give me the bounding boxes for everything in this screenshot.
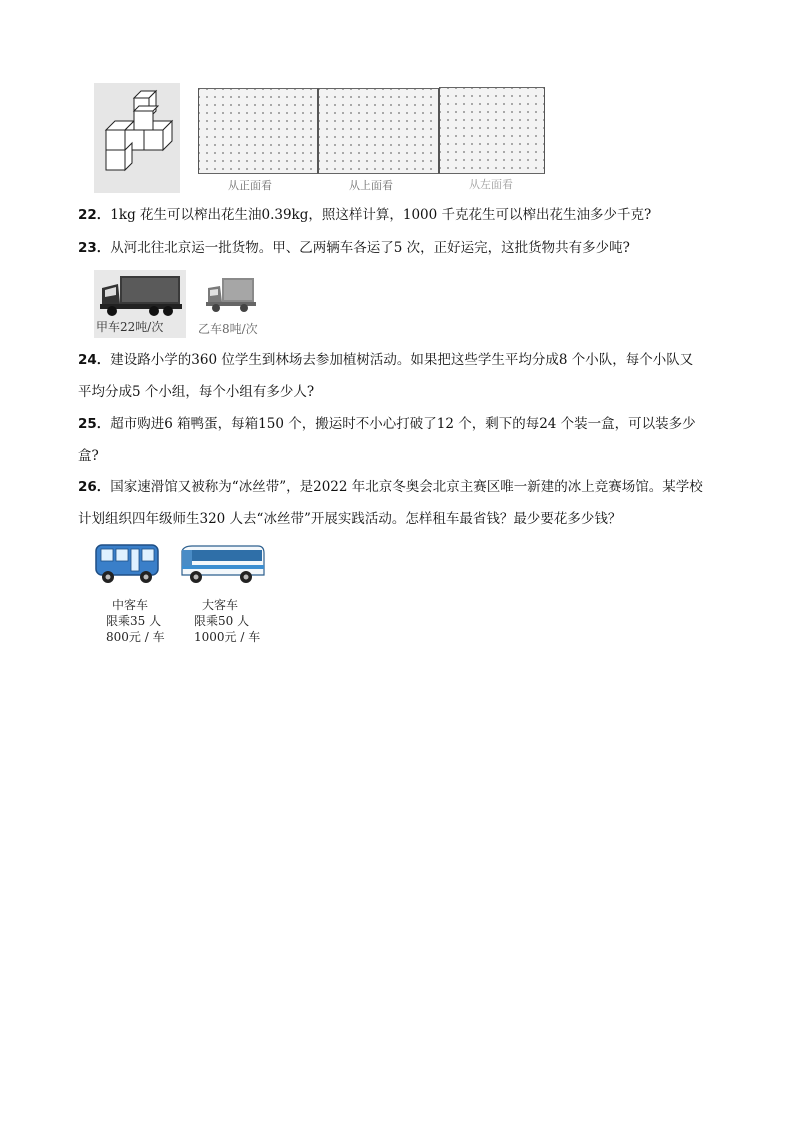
large-bus-info [194, 597, 260, 645]
caption-left-view: 从左面看 [469, 178, 513, 191]
truck-b [196, 274, 266, 338]
grid-top [318, 88, 439, 174]
truck-a [94, 270, 186, 338]
question-25-continued [78, 446, 99, 466]
large-bus-name: 大客车 [202, 598, 239, 612]
question-24-continued [78, 382, 314, 402]
medium-bus-limit: 限乘35 人 [106, 614, 162, 628]
question-text-line-1: 超市购进6 箱鸭蛋，每箱150 个，搬运时不小心打破了12 个，剩下的每24 个装一盒，可以装多少 [110, 416, 696, 432]
grid-front [198, 88, 318, 174]
question-text-line-2: 盒? [78, 448, 99, 464]
question-number: 22． [78, 207, 111, 223]
medium-bus-info [106, 597, 165, 645]
caption-front-view: 从正面看 [228, 179, 272, 192]
question-number: 23． [78, 240, 111, 256]
cube-structure-icon [94, 83, 180, 193]
question-25 [78, 414, 696, 434]
question-text-line-2: 计划组织四年级师生320 人去“冰丝带”开展实践活动。怎样租车最省钱？最少要花多少钱？ [78, 511, 622, 527]
caption-top-view: 从上面看 [349, 179, 393, 192]
large-bus-limit: 限乘50 人 [194, 614, 250, 628]
question-26-continued [78, 509, 621, 529]
question-number: 26． [78, 479, 111, 495]
medium-bus-icon [94, 543, 160, 585]
truck-a-label: 甲车22吨/次 [96, 320, 164, 334]
question-text-line-1: 国家速滑馆又被称为“冰丝带”，是2022 年北京冬奥会北京主赛区唯一新建的冰上竞赛场馆。某学校 [110, 479, 703, 495]
medium-bus-name: 中客车 [112, 598, 149, 612]
question-text: 从河北往北京运一批货物。甲、乙两辆车各运了5 次，正好运完，这批货物共有多少吨? [110, 240, 630, 256]
truck-icon [94, 270, 186, 318]
truck-icon [204, 274, 274, 314]
cube-figure [94, 83, 180, 193]
question-26 [78, 477, 703, 497]
question-23 [78, 238, 630, 258]
grid-left [439, 87, 545, 174]
medium-bus-price: 800元 / 车 [106, 630, 165, 644]
question-number: 24． [78, 352, 111, 368]
large-bus-price: 1000元 / 车 [194, 630, 261, 644]
question-24 [78, 350, 693, 370]
truck-b-label: 乙车8吨/次 [198, 322, 258, 336]
question-text: 1kg 花生可以榨出花生油0.39kg，照这样计算，1000 千克花生可以榨出花生油多少千克? [110, 207, 652, 223]
question-text-line-2: 平均分成5 个小组，每个小组有多少人? [78, 384, 315, 400]
question-text-line-1: 建设路小学的360 位学生到林场去参加植树活动。如果把这些学生平均分成8 个小队，每个小队又 [110, 352, 694, 368]
large-bus-icon [178, 543, 266, 585]
question-number: 25． [78, 416, 111, 432]
question-22 [78, 205, 651, 225]
